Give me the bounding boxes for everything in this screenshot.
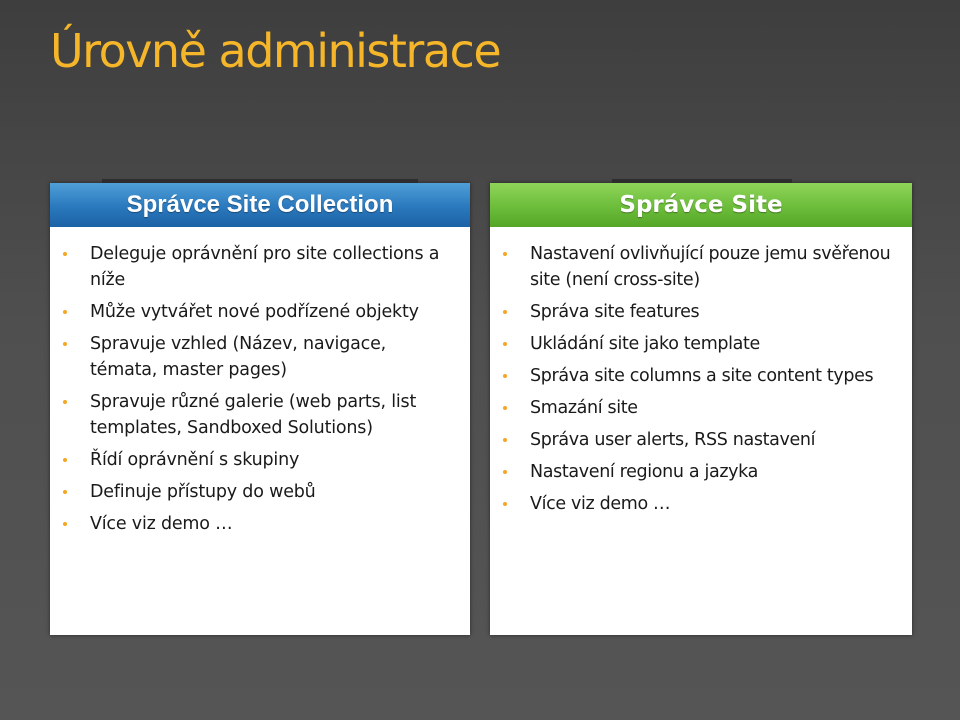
- list-item-text: Může vytvářet nové podřízené objekty: [90, 302, 419, 322]
- list-item-text: Smazání site: [530, 398, 638, 418]
- bullet-icon: [503, 252, 507, 256]
- bullet-icon: [503, 438, 507, 442]
- list-item-text: Spravuje vzhled (Název, navigace, témata, master pages): [90, 334, 387, 380]
- list-item: [50, 447, 470, 473]
- slide-title: Úrovně administrace: [50, 24, 501, 78]
- list-item-text: Nastavení ovlivňující pouze jemu svěřenou site (není cross-site): [530, 244, 891, 290]
- bullet-icon: [503, 470, 507, 474]
- bullet-icon: [63, 252, 67, 256]
- bullet-icon: [503, 502, 507, 506]
- list-item: [490, 331, 912, 357]
- bullet-icon: [503, 406, 507, 410]
- bullet-icon: [503, 342, 507, 346]
- bullet-icon: [63, 342, 67, 346]
- list-item-text: Správa site features: [530, 302, 700, 322]
- list-item-text: Správa site columns a site content types: [530, 366, 874, 386]
- list-item: [490, 491, 912, 517]
- bullet-icon: [63, 522, 67, 526]
- list-item-text: Více viz demo …: [530, 494, 671, 514]
- site-admin-list: [490, 241, 912, 523]
- list-item: [490, 459, 912, 485]
- site-admin-panel: [490, 183, 912, 635]
- list-item-text: Ukládání site jako template: [530, 334, 760, 354]
- list-item: [50, 389, 470, 441]
- site-collection-admin-list: [50, 241, 470, 543]
- list-item-text: Správa user alerts, RSS nastavení: [530, 430, 816, 450]
- list-item-text: Definuje přístupy do webů: [90, 482, 316, 502]
- list-item: [50, 479, 470, 505]
- list-item: [490, 395, 912, 421]
- list-item-text: Více viz demo …: [90, 514, 233, 534]
- list-item-text: Nastavení regionu a jazyka: [530, 462, 759, 482]
- bullet-icon: [63, 458, 67, 462]
- bullet-icon: [503, 310, 507, 314]
- site-admin-header: Správce Site: [490, 183, 912, 227]
- site-collection-admin-panel: [50, 183, 470, 635]
- bullet-icon: [503, 374, 507, 378]
- list-item: [50, 299, 470, 325]
- bullet-icon: [63, 400, 67, 404]
- list-item: [490, 241, 912, 293]
- list-item-text: Spravuje různé galerie (web parts, list templates, Sandboxed Solutions): [90, 392, 417, 438]
- list-item: [490, 299, 912, 325]
- list-item-text: Řídí oprávnění s skupiny: [90, 450, 300, 470]
- list-item-text: Deleguje oprávnění pro site collections a níže: [90, 244, 440, 290]
- list-item: [50, 511, 470, 537]
- bullet-icon: [63, 310, 67, 314]
- bullet-icon: [63, 490, 67, 494]
- list-item: [490, 363, 912, 389]
- list-item: [50, 331, 470, 383]
- list-item: [490, 427, 912, 453]
- list-item: [50, 241, 470, 293]
- site-collection-admin-header: Správce Site Collection: [50, 183, 470, 227]
